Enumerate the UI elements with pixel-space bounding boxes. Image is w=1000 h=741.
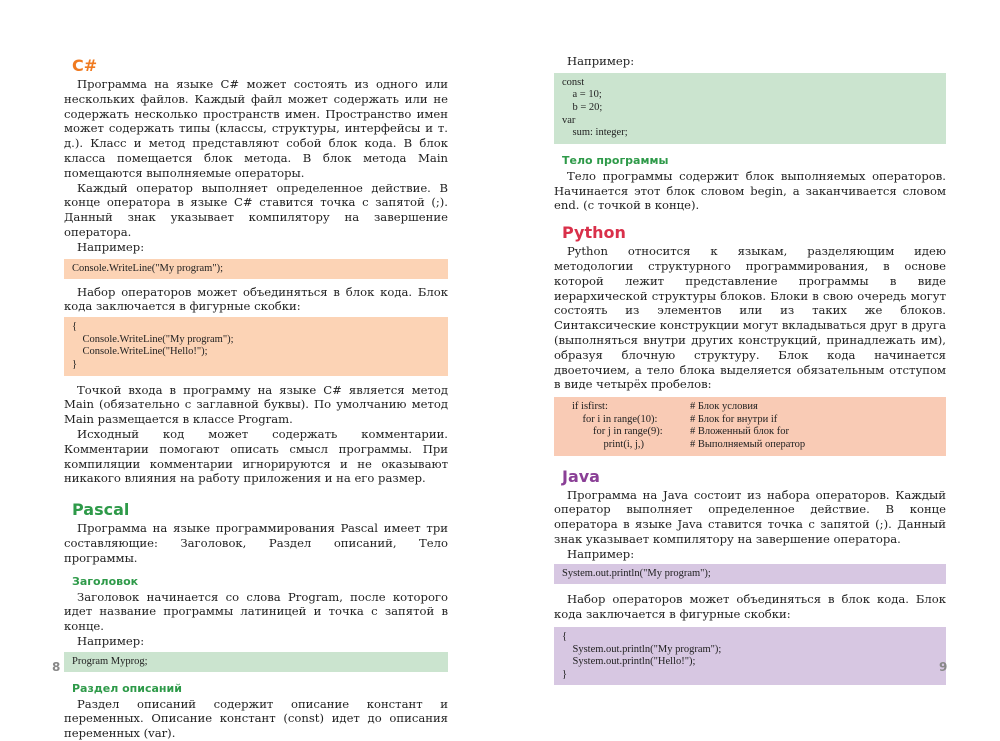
code-comment: # Блок условия [690,401,758,413]
code-comment: # Блок for внутри if [690,413,778,425]
code-line: System.out.println("Hello!"); [562,656,696,668]
pascal-example-label-2: Например: [567,54,635,68]
code-row [572,426,946,439]
java-heading: Java [562,466,600,486]
csharp-example-label: Например: [77,239,145,254]
code-line: const [562,76,585,88]
pascal-paragraph-1: Программа на языке программирования Pascal имеет три составляющие: Заголовок, Раздел описаний, Тело программы. [64,521,448,565]
code-line: var [562,114,576,126]
code-line: { [562,631,568,643]
page-number-right: 9 [939,660,948,674]
code-comment: # Выполняемый оператор [690,438,806,450]
pascal-body-subheading: Тело программы [562,153,669,167]
csharp-paragraph-5: Исходный код может содержать комментарии. Комментарии помогают описать смысл программы. При компиляции комментарии игнорируются и не оказывают никакого влияния на работу приложения и на его размер. [64,426,448,486]
code-line: b = 20; [562,101,603,113]
java-paragraph-2: Набор операторов может объединяться в блок кода. Блок кода заключается в фигурные скобки: [554,592,946,622]
code-line: Console.WriteLine("My program"); [72,262,224,274]
code-text: print(i, j,) [572,438,645,450]
pascal-heading: Pascal [72,500,130,520]
page-number-left: 8 [52,660,61,674]
csharp-paragraph-3: Набор операторов может объединяться в блок кода. Блок кода заключается в фигурные скобки: [64,284,448,314]
csharp-code-block-2 [64,317,448,375]
pascal-example-label: Например: [77,633,145,648]
code-line: } [72,358,78,370]
code-row [572,414,946,427]
csharp-paragraph-2: Каждый оператор выполняет определенное действие. В конце оператора в языке C# ставится точка с запятой (;). Данный знак указывает компилятору на завершение оператора. [64,180,448,239]
python-code-block [554,397,946,455]
code-line: } [562,668,568,680]
right-page [554,0,946,714]
java-example-label: Например: [567,546,635,561]
csharp-paragraph-4: Точкой входа в программу на языке C# является метод Main (обязательно с заглавной буквы). По умолчанию метод Main размещается в классе Program. [64,382,448,427]
code-line: System.out.println("My program"); [562,643,722,655]
pascal-code-block-1 [64,652,448,672]
left-page [64,0,448,741]
code-line: { [72,321,78,333]
code-text: for j in range(9): [572,426,663,438]
python-heading: Python [562,223,626,243]
code-line: Program Myprog; [72,655,148,667]
pascal-declarations-subheading: Раздел описаний [72,681,182,695]
code-line: sum: integer; [562,127,628,139]
code-line: a = 10; [562,89,602,101]
code-line: System.out.println("My program"); [562,568,711,580]
csharp-code-block-1 [64,259,448,279]
pascal-body-paragraph: Тело программы содержит блок выполняемых операторов. Начинается этот блок словом begin, а заканчивается словом end. (с точкой в конце). [554,168,946,213]
csharp-paragraph-1: Программа на языке C# может состоять из одного или нескольких файлов. Каждый файл может содержать или не содержать несколько пространств имен. Пространство имен может содержать типы (классы, структуры, интерфейсы и т. д.). Класс и метод представляют собой блок кода. В блок класса помещается блок метода. В блок метода Main помещаются выполняемые операторы. [64,77,448,180]
code-text: for i in range(10): [572,413,658,425]
code-line: Console.WriteLine("Hello!"); [72,346,208,358]
python-paragraph-1: Python относится к языкам, разделяющим идею методологии структурного программирования, в основе которой лежит представление программы в виде иерархической структуры блоков. Блоки в свою очередь могут состоять из элементов или из таких же блоков. Синтаксические конструкции могут вкладываться друг в друга (выполняться внутри других конструкций, принадлежать им), образуя блочную структуру. Блок кода начинается двоеточием, а тело блока выделяется обязательным отступом в виде четырёх пробелов: [554,244,946,392]
pascal-code-block-2 [554,73,946,144]
code-row [572,439,946,452]
code-comment: # Вложенный блок for [690,426,789,438]
pascal-header-subheading: Заголовок [72,574,139,588]
code-line: Console.WriteLine("My program"); [72,333,234,345]
java-code-block-1 [554,564,946,584]
code-text: if isfirst: [572,401,608,413]
csharp-heading: C# [72,56,98,75]
java-paragraph-1: Программа на Java состоит из набора операторов. Каждый оператор выполняет определенное действие. В конце оператора в языке Java ставится точка с запятой (;). Данный знак указывает компилятору на завершение оператора. [554,487,946,546]
pascal-paragraph-3: Раздел описаний содержит описание констант и переменных. Описание констант (const) идет до описания переменных (var). [64,696,448,741]
java-code-block-2 [554,627,946,685]
code-row [572,401,946,414]
pascal-paragraph-2: Заголовок начинается со слова Program, после которого идет название программы латиницей и точка с запятой в конце. [64,589,448,634]
